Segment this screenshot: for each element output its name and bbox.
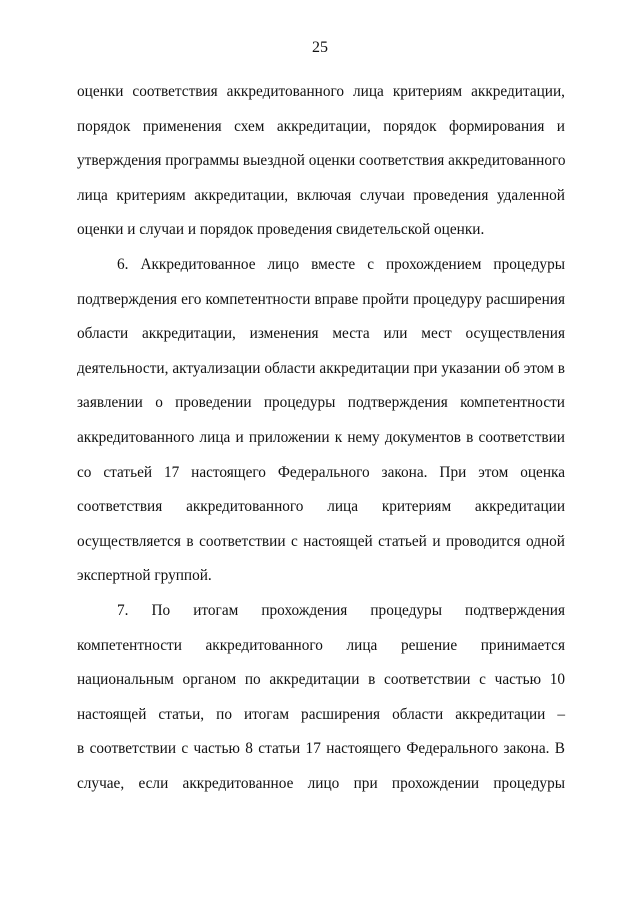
- text-line: деятельности, актуализации области аккредитации при указании об этом в: [77, 359, 565, 377]
- paragraph-7: [77, 594, 565, 802]
- text-line: со статьей 17 настоящего Федерального закона. При этом оценка: [77, 463, 565, 481]
- text-line: экспертной группой.: [77, 567, 212, 585]
- text-line: компетентности аккредитованного лица решение принимается: [77, 636, 565, 654]
- text-line: 6. Аккредитованное лицо вместе с прохождением процедуры: [117, 255, 565, 273]
- text-line: соответствия аккредитованного лица критериям аккредитации: [77, 498, 565, 516]
- text-line: аккредитованного лица и приложении к нему документов в соответствии: [77, 428, 565, 446]
- text-line: настоящей статьи, по итогам расширения области аккредитации –: [77, 705, 565, 723]
- text-line: оценки и случаи и порядок проведения свидетельской оценки.: [77, 221, 485, 239]
- text-line: 7. По итогам прохождения процедуры подтверждения: [117, 601, 565, 619]
- text-line: заявлении о проведении процедуры подтверждения компетентности: [77, 394, 565, 412]
- text-line: лица критериям аккредитации, включая случаи проведения удаленной: [77, 186, 565, 204]
- paragraph-6: [77, 248, 565, 594]
- text-line: утверждения программы выездной оценки соответствия аккредитованного: [77, 152, 566, 170]
- text-line: подтверждения его компетентности вправе пройти процедуру расширения: [77, 290, 565, 308]
- text-line: национальным органом по аккредитации в соответствии с частью 10: [77, 671, 565, 689]
- text-line: оценки соответствия аккредитованного лица критериям аккредитации,: [77, 83, 565, 100]
- document-body: [77, 75, 565, 801]
- text-line: порядок применения схем аккредитации, порядок формирования и: [77, 117, 565, 135]
- text-line: осуществляется в соответствии с настоящей статьей и проводится одной: [77, 532, 565, 550]
- page-number: 25: [312, 39, 328, 56]
- text-line: в соответствии с частью 8 статьи 17 настоящего Федерального закона. В: [77, 740, 565, 758]
- text-line: области аккредитации, изменения места или мест осуществления: [77, 325, 565, 343]
- paragraph-continuation: [77, 75, 565, 248]
- text-line: случае, если аккредитованное лицо при прохождении процедуры: [77, 774, 565, 792]
